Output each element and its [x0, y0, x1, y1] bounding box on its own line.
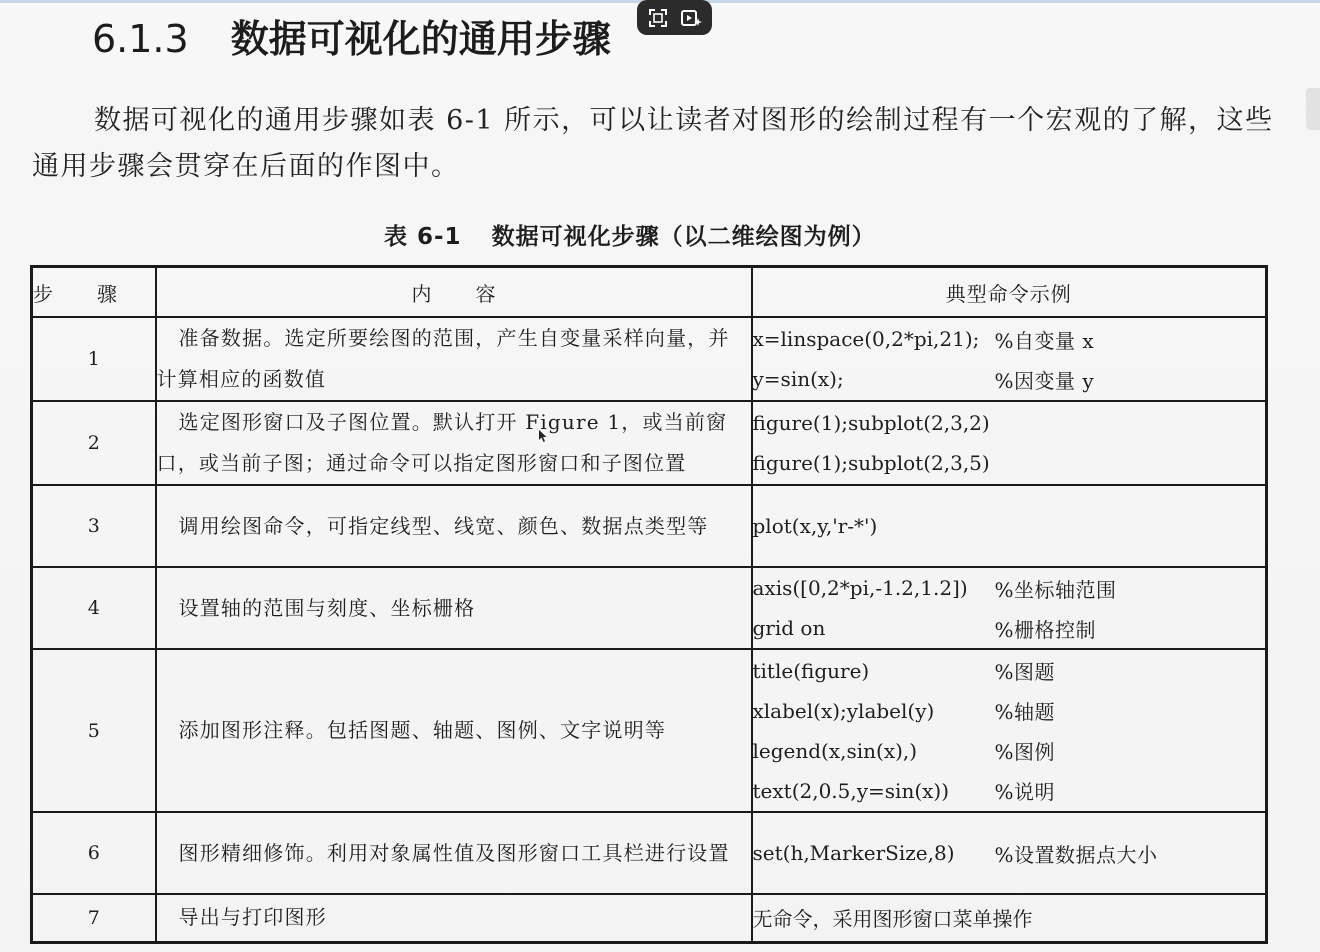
- example-line: [753, 506, 1266, 546]
- example-line: [753, 651, 1266, 691]
- example-comment: %说明: [994, 780, 1056, 804]
- step-content: [156, 317, 752, 401]
- table-caption: [384, 218, 876, 251]
- example-command: x=linspace(0,2*pi,21);: [752, 327, 980, 351]
- step-content: [156, 894, 752, 942]
- step-content-text: 设置轴的范围与刻度、坐标栅格: [178, 595, 476, 620]
- example-command: figure(1);subplot(2,3,5): [752, 451, 990, 475]
- side-panel-handle[interactable]: [1306, 88, 1320, 130]
- step-content: [156, 485, 752, 567]
- example-command: 无命令，采用图形窗口菜单操作: [752, 907, 1033, 932]
- step-number: 6: [32, 812, 156, 894]
- faint-watermark: [1196, 36, 1320, 80]
- table-row: [32, 317, 1267, 401]
- example-comment: %设置数据点大小: [994, 842, 1158, 867]
- example-command: legend(x,sin(x),): [752, 738, 918, 763]
- example-command: set(h,MarkerSize,8): [752, 841, 955, 865]
- example-comment: %因变量 y: [994, 368, 1095, 393]
- step-content-text: 选定图形窗口及子图位置。默认打开 Figure 1，或当前窗口，或当前子图；通过命令可以指定图形窗口和子图位置: [156, 410, 728, 475]
- step-content-text: 准备数据。选定所要绘图的范围，产生自变量采样向量，并计算相应的函数值: [156, 326, 730, 391]
- section-title: 数据可视化的通用步骤: [230, 17, 611, 61]
- example-comment: %自变量 x: [994, 328, 1095, 353]
- example-command: figure(1);subplot(2,3,2): [752, 411, 990, 435]
- example-command: plot(x,y,'r-*'): [752, 514, 878, 538]
- example-comment: %栅格控制: [994, 617, 1097, 642]
- example-command: grid on: [752, 616, 826, 640]
- expand-icon[interactable]: [646, 6, 670, 30]
- steps-table: [30, 265, 1268, 944]
- example-comment: %图例: [994, 740, 1056, 764]
- step-content-text: 图形精细修饰。利用对象属性值及图形窗口工具栏进行设置: [178, 840, 730, 865]
- example-command: title(figure): [752, 658, 870, 683]
- ai-video-icon[interactable]: [679, 6, 703, 30]
- example-line: [753, 833, 1266, 873]
- mouse-cursor-icon: [539, 430, 547, 442]
- section-number: 6.1.3: [92, 17, 189, 61]
- step-example: [752, 317, 1267, 401]
- step-content-text: 添加图形注释。包括图题、轴题、图例、文字说明等: [178, 718, 667, 742]
- step-content-text: 调用绘图命令，可指定线型、线宽、颜色、数据点类型等: [178, 513, 709, 538]
- step-content: [156, 649, 752, 812]
- step-content: [156, 567, 752, 649]
- example-command: xlabel(x);ylabel(y): [752, 698, 935, 723]
- example-line: [753, 568, 1266, 608]
- table-row: [32, 485, 1267, 567]
- example-line: [753, 319, 1266, 359]
- example-comment: %坐标轴范围: [994, 577, 1117, 602]
- step-number: 3: [32, 485, 156, 567]
- example-line: [753, 771, 1266, 811]
- floating-toolbar: [637, 0, 712, 35]
- table-row: [32, 649, 1267, 812]
- intro-paragraph: 数据可视化的通用步骤如表 6-1 所示，可以让读者对图形的绘制过程有一个宏观的了解，这些通用步骤会贯穿在后面的作图中。: [32, 105, 1274, 182]
- example-line: [753, 403, 1266, 443]
- step-example: [752, 894, 1267, 942]
- table-row: [32, 894, 1267, 942]
- example-command: text(2,0.5,y=sin(x)): [752, 778, 950, 803]
- section-heading: [92, 8, 611, 63]
- example-comment: %图题: [994, 660, 1056, 684]
- table-header-row: [32, 267, 1267, 318]
- example-comment: %轴题: [994, 700, 1056, 724]
- step-number: 7: [32, 894, 156, 942]
- step-example: [752, 649, 1267, 812]
- table-row: [32, 567, 1267, 649]
- example-command: axis([0,2*pi,-1.2,1.2]): [752, 576, 968, 600]
- step-content: [156, 401, 752, 485]
- example-line: [753, 608, 1266, 648]
- step-number: 2: [32, 401, 156, 485]
- step-example: [752, 485, 1267, 567]
- table-row: [32, 812, 1267, 894]
- step-example: [752, 401, 1267, 485]
- example-line: [753, 898, 1266, 938]
- table-row: [32, 401, 1267, 485]
- example-line: [753, 731, 1266, 771]
- step-number: 1: [32, 317, 156, 401]
- step-number: 4: [32, 567, 156, 649]
- header-example: 典型命令示例: [752, 267, 1267, 318]
- step-example: [752, 812, 1267, 894]
- step-content: [156, 812, 752, 894]
- example-command: y=sin(x);: [752, 367, 844, 391]
- example-line: [753, 691, 1266, 731]
- step-content-text: 导出与打印图形: [178, 905, 327, 930]
- table-caption-title: 数据可视化步骤（以二维绘图为例）: [491, 224, 876, 250]
- header-content: 内 容: [156, 267, 752, 318]
- step-number: 5: [32, 649, 156, 812]
- table-caption-number: 表 6-1: [384, 224, 462, 250]
- example-line: [753, 359, 1266, 399]
- step-example: [752, 567, 1267, 649]
- header-step: 步 骤: [32, 267, 156, 318]
- example-line: [753, 443, 1266, 483]
